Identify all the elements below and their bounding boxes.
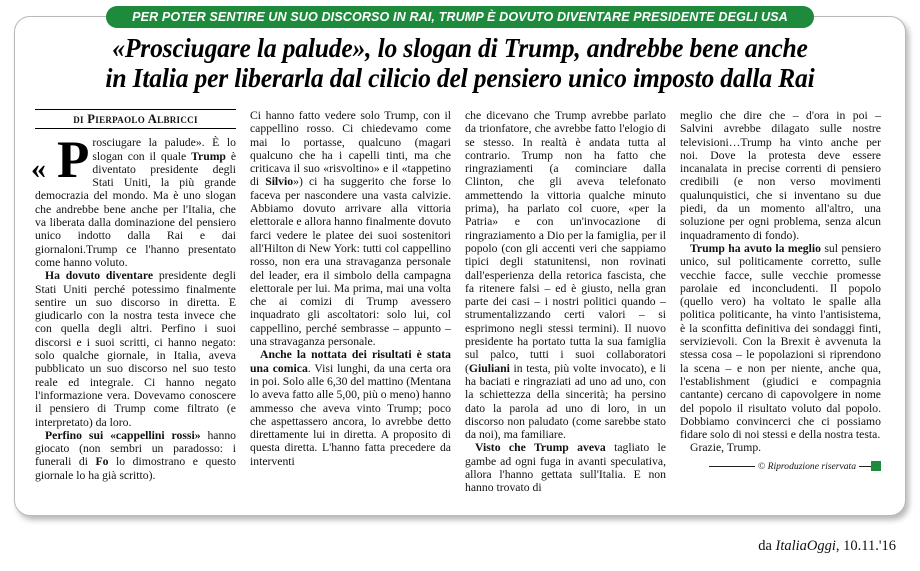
- paragraph: Ci hanno fatto vedere solo Trump, con il cappellino rosso. Ci chiedevamo come mai lo portasse, qualcuno (magari qualcuno che ha i capelli tinti, ma che criticava il suo «risvoltino» e il «tappetino di Silvio») ci ha suggerito che forse lo faceva per nascondere una vasta calvizie. Abbiamo dovuto arrivare alla vittoria elettorale e allora hanno finalmente dovuto farci vedere le platee dei suoi sostenitori all'Hilton di New York: tutti col cappellino rosso, non era una stravaganza personale del leader, era il simbolo della campagna elettorale per lui. Ma prima, mai una volta che ai comizi di Trump avessero inquadrato gli ascoltatori: solo lui, col cappellino, perché sembrasse – appunto – una stravaganza personale.: [250, 109, 452, 349]
- copyright-endmark: [680, 460, 881, 473]
- green-square-icon: [871, 461, 881, 471]
- article-column-4: [680, 109, 881, 501]
- paragraph: Anche la nottata dei risultati è stata una comica. Visi lunghi, da una certa ora in poi. Solo alle 6,30 del mattino (Mentana lo aveva fatto alle 5,00, più o meno) hanno ammesso che aveva vinto Trump; poco che aspettassero ancora, lo avrebbe detto direttamente lui in diretta. A proposito di questa diretta. L'hanno fatta precedere da interventi: [250, 348, 451, 468]
- lead-paragraph-wrap: [31, 131, 236, 269]
- article-column-2: [250, 109, 451, 501]
- drop-cap: P: [57, 131, 90, 190]
- opening-guillemet: «: [31, 152, 46, 186]
- paragraph: che dicevano che Trump avrebbe parlato da trionfatore, che avrebbe fatto l'elogio di se stesso. In realtà è andata tutta al contrario. Trump non ha fatto che ringraziamenti (a cominciare dalla Clinton, che gli aveva telefonato ammettendo la vittoria qualche minuto prima), ha parlato col cuore, «per la Patria» e con un'invocazione di ringraziamento a Dio per la famiglia, per il popolo (con gli accenti veri che sappiamo tipici degli statunitensi, non rovinati dall'esperienza della retorica fascista, che fa ritenere falsi – ed è giusto, nella gran parte dei casi – i nostri politici quando – strumentalizzando certi valori – si esprimono negli stessi termini). Il nuovo presidente ha portato tutta la sua famiglia sul palco, tutti i suoi collaboratori (Giuliani in testa, più volte invocato), e li ha baciati e ringraziati ad uno ad uno, con la schiettezza della sincerità; ha persino dato la parola ad uno di loro, in un discorso non paludato (come sarebbe stato da noi), ma familiare.: [465, 109, 666, 442]
- endmark-rule-left: [709, 466, 755, 467]
- byline-top-rule: [35, 109, 236, 110]
- credit-source: ItaliaOggi: [775, 538, 836, 554]
- credit-suffix: , 10.11.'16: [835, 538, 896, 554]
- paragraph: Trump ha avuto la meglio sul pensiero unico, sul politicamente corretto, sulle vecchie facce, sulle vecchie promesse parolaie ed inconcludenti. Il popolo (quello vero) ha voltato le spalle alla politica politicante, ha vinto l'antisistema, è la sconfitta definitiva dei sondaggi finti, servizievoli. Con la Brexit è avvenuta la stessa cosa – le popolazioni si riprendono la scena – e non per niente, anche qua, l'establishment (giudici e compagnia cantante) cercano di capovolgere in nome del popolo il risultato voluto dal popolo. Dobbiamo convincerci che ci possiamo fidare solo di noi stessi e della nostra testa.: [680, 241, 881, 442]
- page-title: [63, 33, 857, 93]
- headline-line-1: «Prosciugare la palude», lo slogan di Trump, andrebbe bene anche: [112, 32, 808, 63]
- paragraph: rosciugare la palude». È lo slogan con il quale Trump è diventato presidente degli Stati Uniti, la più grande democrazia del mondo. Ma è uno slogan che andrebbe bene anche per l'Italia, che va liberata dalla dominazione del pensiero unico indotto dalla Rai e dai giornaloni.Trump ce l'hanno presentato come hanno voluto.: [35, 136, 236, 269]
- endmark-rule-right: [859, 466, 871, 467]
- source-credit: [758, 538, 896, 555]
- paragraph: Perfino sui «cappellini rossi» hanno giocato (non sembri un paradosso: i funerali di Fo lo dimostrano e questo giornale lo ha già scritto).: [35, 428, 237, 482]
- article-column-1: [31, 109, 237, 501]
- kicker-banner-wrap: [0, 6, 920, 28]
- paragraph: Visto che Trump aveva tagliato le gambe ad ogni fuga in avanti speculativa, allora l'hanno gettata sull'Italia. E non hanno trovato di: [465, 441, 666, 495]
- copyright-text: © Riproduzione riservata: [757, 460, 856, 472]
- headline-line-2: in Italia per liberarla dal cilicio del pensiero unico imposto dalla Rai: [105, 62, 815, 93]
- paragraph: Ha dovuto diventare presidente degli Stati Uniti perché potessimo finalmente sentire un suo discorso in diretta. E giudicarlo con la nostra testa invece che con quella degli altri. Perfino i suoi discorsi e i suoi scritti, ci hanno negato: solo qualche giornale, in Italia, aveva pubblicato un suo discorso nel suo testo reale ed integrale. Ci hanno negato l'informazione vera. Dovevamo conoscere il pensiero di Trump come filtrato (e interpretato) da loro.: [35, 269, 236, 429]
- article-columns: [31, 109, 887, 501]
- kicker-banner: PER POTER SENTIRE UN SUO DISCORSO IN RAI, TRUMP È DOVUTO DIVENTARE PRESIDENTE DEGLI USA: [106, 6, 814, 28]
- paragraph: Grazie, Trump.: [690, 441, 762, 455]
- article-column-3: [465, 109, 666, 501]
- article-panel: [14, 16, 906, 516]
- byline: di Pierpaolo Albricci: [35, 113, 236, 129]
- credit-prefix: da: [758, 538, 776, 554]
- paragraph: meglio che dire che – d'ora in poi – Salvini avrebbe dilagato sulle nostre televisioni…Trump ha vinto anche per noi. Dove la protesta deve essere incanalata in precise correnti di pensiero credibili (e non verso movimenti qualunquistici, che si inventano su due piedi, da un momento all'altro, una soluzione per ogni problema, senza alcun inquadramento di fondo).: [680, 109, 881, 242]
